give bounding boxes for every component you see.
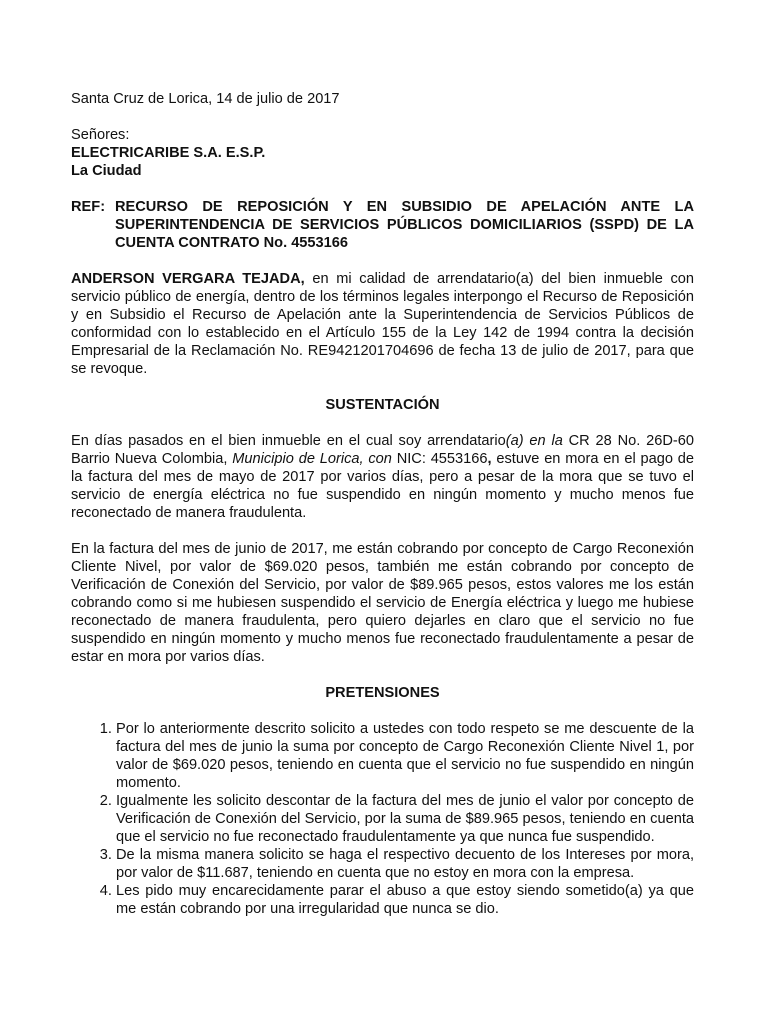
list-item: 2. Igualmente les solicito descontar de la factura del mes de junio el valor por concepto de Verificación de Conexión del Servicio, por la suma de $89.965 pesos, teniendo en cuenta que el servicio no fue reconectado fraudulentamente ya que nunca fue suspendido. [116,792,694,846]
sustentacion-paragraph-1 [71,432,694,522]
reference-label: REF: [71,199,106,215]
list-item: 1. Por lo anteriormente descrito solicito a ustedes con todo respeto se me descuente de la factura del mes de junio la suma por concepto de Cargo Reconexión Cliente Nivel 1, por valor de $69.020 pesos, teniendo en cuenta que el servicio no fue suspendido en ningún momento. [116,720,694,792]
city-line: La Ciudad [71,163,142,179]
intro-paragraph [71,270,694,378]
salutation: Señores: [71,127,130,143]
p1-c: CR 28 No. 26D-60 Barrio Nueva Colombia, [71,433,694,467]
list-item: 3. De la misma manera solicito se haga el respectivo decuento de los Intereses por mora, por valor de $11.687, teniendo en cuenta que no estoy en mora con la empresa. [116,846,694,882]
pretensiones-list [71,720,694,918]
intro-text: en mi calidad de arrendatario(a) del bien inmueble con servicio público de energía, dentro de los términos legales interpongo el Recurso de Reposición y en Subsidio el Recurso de Apelación ante la Superintendencia de Servicios Públicos de conformidad con lo establecido en el Artículo 155 de la Ley 142 de 1994 contra la decisión Empresarial de la Reclamación No. RE9421201704696 de fecha 13 de julio de 2017, para que se revoque. [71,271,694,377]
p1-f: , [487,451,492,467]
reference-text: RECURSO DE REPOSICIÓN Y EN SUBSIDIO DE APELACIÓN ANTE LA SUPERINTENDENCIA DE SERVICIOS PÚBLICOS DOMICILIARIOS (SSPD) DE LA CUENTA CONTRATO No. 4553166 [115,199,694,251]
reference-block [71,198,694,252]
pretensiones-heading: PRETENSIONES [325,685,440,701]
p1-g: estuve en mora en el pago de la factura del mes de mayo de 2017 por varios días, pero a pesar de la mora que se tuvo el servicio de energía eléctrica no fue suspendido en ningún momento y mucho menos fue reconectado de manera fraudulenta. [71,451,695,521]
p1-a: En días pasados en el bien inmueble en el cual soy arrendatario [71,433,506,449]
p1-e: NIC: 4553166 [391,451,488,467]
p1-b: (a) en la [505,433,563,449]
addressee-block [71,126,694,180]
list-item: 4. Les pido muy encarecidamente parar el abuso a que estoy siendo sometido(a) ya que me están cobrando por una irregularidad que nunca se dio. [116,882,694,918]
company-name: ELECTRICARIBE S.A. E.S.P. [71,145,266,161]
sustentacion-paragraph-2: En la factura del mes de junio de 2017, me están cobrando por concepto de Cargo Reconexión Cliente Nivel, por valor de $69.020 pesos, también me están cobrando por concepto de Verificación de Conexión del Servicio, por valor de $89.965 pesos, estos valores me los están cobrando como si me hubiesen suspendido el servicio de Energía eléctrica y luego me hubiese reconectado de manera fraudulenta, pero quiero dejarles en claro que el servicio no fue suspendido en ningún momento y mucho menos fue reconectado fraudulentamente a pesar de estar en mora por varios días. [71,541,694,665]
sustentacion-heading: SUSTENTACIÓN [325,397,440,413]
date-line: Santa Cruz de Lorica, 14 de julio de 2017 [71,91,340,107]
p1-d: Municipio de Lorica, con [232,451,392,467]
letter-page [71,90,694,918]
sender-name: ANDERSON VERGARA TEJADA, [71,271,305,287]
